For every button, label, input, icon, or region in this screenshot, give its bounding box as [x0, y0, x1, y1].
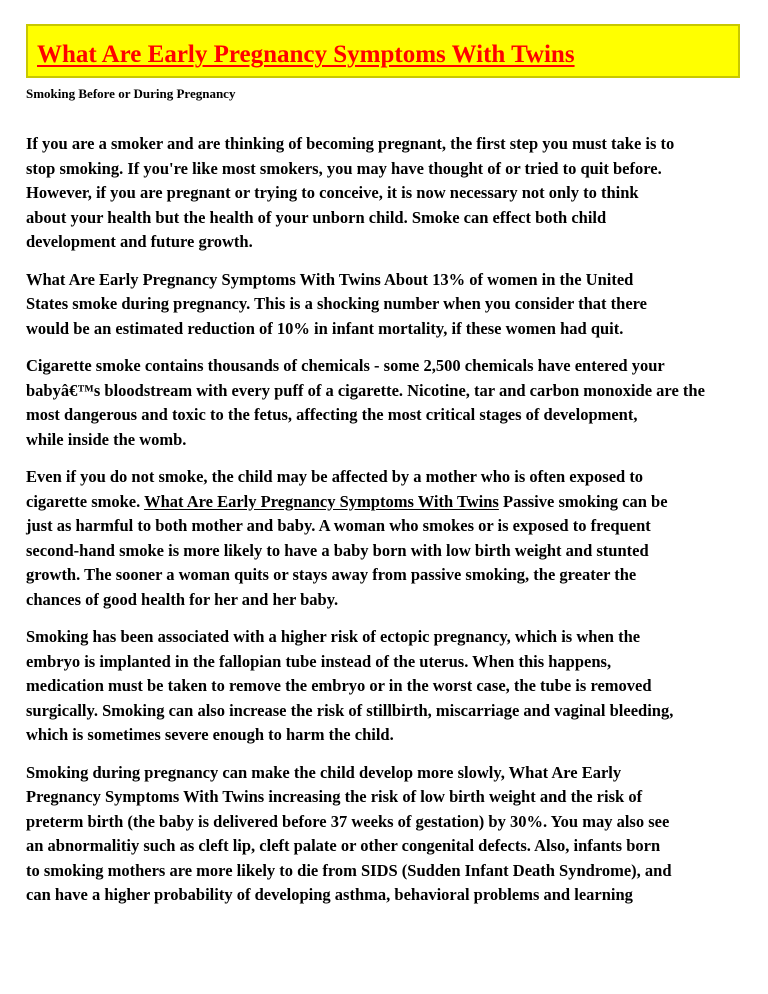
paragraph-line: to smoking mothers are more likely to die from SIDS (Sudden Infant Death Syndrome), and: [26, 860, 672, 880]
paragraph-line: preterm birth (the baby is delivered before 37 weeks of gestation) by 30%. You may also see: [26, 811, 670, 831]
paragraph-6: [26, 761, 768, 908]
paragraph-line: Smoking has been associated with a higher risk of ectopic pregnancy, which is when the: [26, 627, 641, 646]
paragraph-line: second-hand smoke is more likely to have a baby born with low birth weight and stunted: [26, 540, 649, 560]
paragraph-4: [26, 465, 768, 612]
inline-title-link[interactable]: What Are Early Pregnancy Symptoms With Twins: [144, 491, 499, 511]
paragraph-line: which is sometimes severe enough to harm the child.: [26, 725, 394, 744]
paragraph-line: can have a higher probability of developing asthma, behavioral problems and learning: [26, 885, 633, 904]
paragraph-line: medication must be taken to remove the embryo or in the worst case, the tube is removed: [26, 676, 652, 695]
paragraph-5: [26, 625, 768, 748]
article-body: [26, 132, 768, 921]
paragraph-line: just as harmful to both mother and baby. A woman who smokes or is exposed to frequent: [26, 516, 651, 535]
paragraph-line-with-link: [26, 490, 768, 515]
paragraph-line: while inside the womb.: [26, 429, 187, 449]
paragraph-line: surgically. Smoking can also increase the risk of stillbirth, miscarriage and vaginal bleeding,: [26, 700, 674, 720]
line-text-before-link: cigarette smoke.: [26, 491, 145, 511]
page-title[interactable]: What Are Early Pregnancy Symptoms With Twins: [37, 41, 575, 68]
paragraph-2: [26, 268, 768, 342]
paragraph-line: embryo is implanted in the fallopian tube instead of the uterus. When this happens,: [26, 651, 612, 671]
paragraph-line: stop smoking. If you're like most smokers, you may have thought of or tried to quit before.: [26, 158, 662, 178]
paragraph-line: chances of good health for her and her baby.: [26, 589, 339, 609]
paragraph-line: would be an estimated reduction of 10% in infant mortality, if these women had quit.: [26, 318, 624, 338]
paragraph-line: most dangerous and toxic to the fetus, affecting the most critical stages of development,: [26, 405, 638, 424]
paragraph-line: However, if you are pregnant or trying to conceive, it is now necessary not only to think: [26, 183, 639, 202]
paragraph-line: What Are Early Pregnancy Symptoms With Twins About 13% of women in the United: [26, 269, 634, 289]
paragraph-line: Pregnancy Symptoms With Twins increasing the risk of low birth weight and the risk of: [26, 787, 643, 806]
paragraph-1: [26, 132, 768, 255]
paragraph-line: growth. The sooner a woman quits or stays away from passive smoking, the greater the: [26, 565, 637, 584]
paragraph-3: [26, 354, 768, 452]
title-banner: [26, 24, 740, 78]
line-text-after-link: Passive smoking can be: [498, 491, 668, 511]
paragraph-line: about your health but the health of your unborn child. Smoke can effect both child: [26, 207, 607, 227]
paragraph-line: an abnormalitiy such as cleft lip, cleft palate or other congenital defects. Also, infants born: [26, 836, 661, 855]
section-subtitle: Smoking Before or During Pregnancy: [26, 86, 236, 101]
paragraph-line: Smoking during pregnancy can make the child develop more slowly, What Are Early: [26, 762, 622, 782]
paragraph-line: If you are a smoker and are thinking of becoming pregnant, the first step you must take is to: [26, 134, 675, 153]
paragraph-line: babyâ€™s bloodstream with every puff of a cigarette. Nicotine, tar and carbon monoxide are the: [26, 380, 705, 400]
paragraph-line: States smoke during pregnancy. This is a shocking number when you consider that there: [26, 294, 647, 313]
paragraph-line: Even if you do not smoke, the child may be affected by a mother who is often exposed to: [26, 467, 644, 486]
paragraph-line: development and future growth.: [26, 232, 253, 251]
paragraph-line: Cigarette smoke contains thousands of chemicals - some 2,500 chemicals have entered your: [26, 356, 665, 375]
